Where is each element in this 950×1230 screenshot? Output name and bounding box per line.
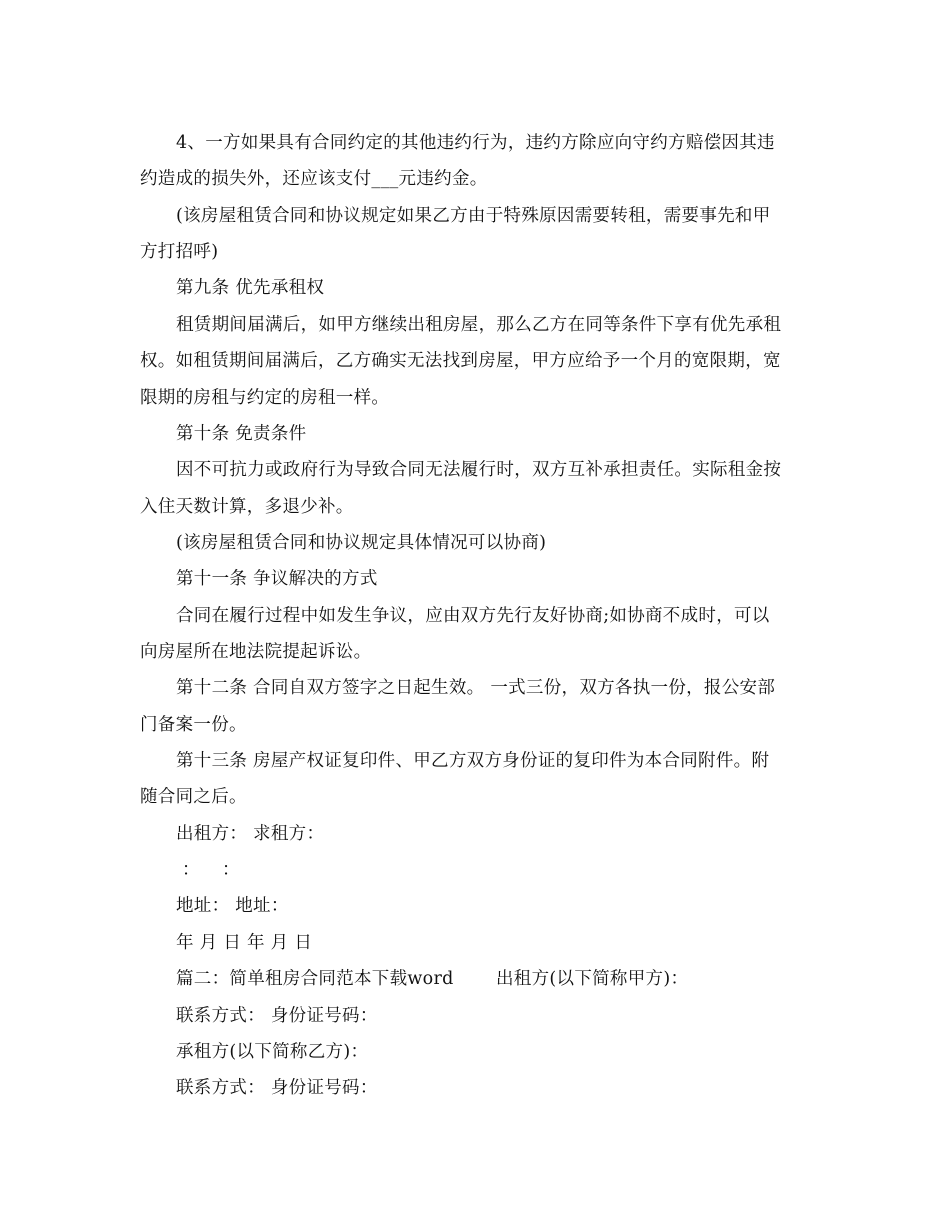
signature-date: 年 月 日 年 月 日: [176, 933, 313, 953]
article-12-line-2: 门备案一份。: [140, 715, 247, 735]
clause-4-line-1: 4、一方如果具有合同约定的其他违约行为，违约方除应向守约方赔偿因其违: [176, 133, 775, 153]
signature-colon-left: ：: [182, 860, 200, 880]
article-11-line-2: 向房屋所在地法院提起诉讼。: [140, 642, 372, 662]
signature-address: 地址： 地址：: [176, 896, 289, 916]
note-sublet-line-1: (该房屋租赁合同和协议规定如果乙方由于特殊原因需要转租，需要事先和甲: [176, 206, 771, 226]
clause-4-line-2: 约造成的损失外，还应该支付___元违约金。: [140, 169, 488, 189]
lessee-contact: 联系方式： 身份证号码：: [176, 1078, 378, 1098]
note-sublet-line-2: 方打招呼): [140, 242, 219, 262]
article-9-line-3: 限期的房租与约定的房租一样。: [140, 388, 390, 408]
note-negotiable: (该房屋租赁合同和协议规定具体情况可以协商): [176, 533, 547, 553]
lessor-contact: 联系方式： 身份证号码：: [176, 1006, 378, 1026]
signature-parties: 出租方： 求租方：: [176, 824, 325, 844]
article-13-line-1: 第十三条 房屋产权证复印件、甲乙方双方身份证的复印件为本合同附件。附: [176, 751, 770, 771]
section-2-title: 篇二：简单租房合同范本下载word: [176, 969, 454, 989]
article-9-line-2: 权。如租赁期间届满后，乙方确实无法找到房屋，甲方应给予一个月的宽限期，宽: [140, 351, 781, 371]
article-12-line-1: 第十二条 合同自双方签字之日起生效。 一式三份，双方各执一份，报公安部: [176, 678, 776, 698]
signature-colon-right: ：: [222, 860, 240, 880]
lessor-label: 出租方(以下简称甲方)：: [496, 969, 689, 989]
article-10-heading: 第十条 免责条件: [176, 424, 307, 444]
lessee-label: 承租方(以下简称乙方)：: [176, 1042, 369, 1062]
article-10-line-1: 因不可抗力或政府行为导致合同无法履行时，双方互补承担责任。实际租金按: [176, 460, 782, 480]
article-11-heading: 第十一条 争议解决的方式: [176, 569, 378, 589]
article-9-heading: 第九条 优先承租权: [176, 278, 325, 298]
article-10-line-2: 入住天数计算，多退少补。: [140, 497, 354, 517]
article-13-line-2: 随合同之后。: [140, 787, 247, 807]
article-9-line-1: 租赁期间届满后，如甲方继续出租房屋，那么乙方在同等条件下享有优先承租: [176, 315, 782, 335]
article-11-line-1: 合同在履行过程中如发生争议，应由双方先行友好协商;如协商不成时，可以: [176, 606, 770, 626]
